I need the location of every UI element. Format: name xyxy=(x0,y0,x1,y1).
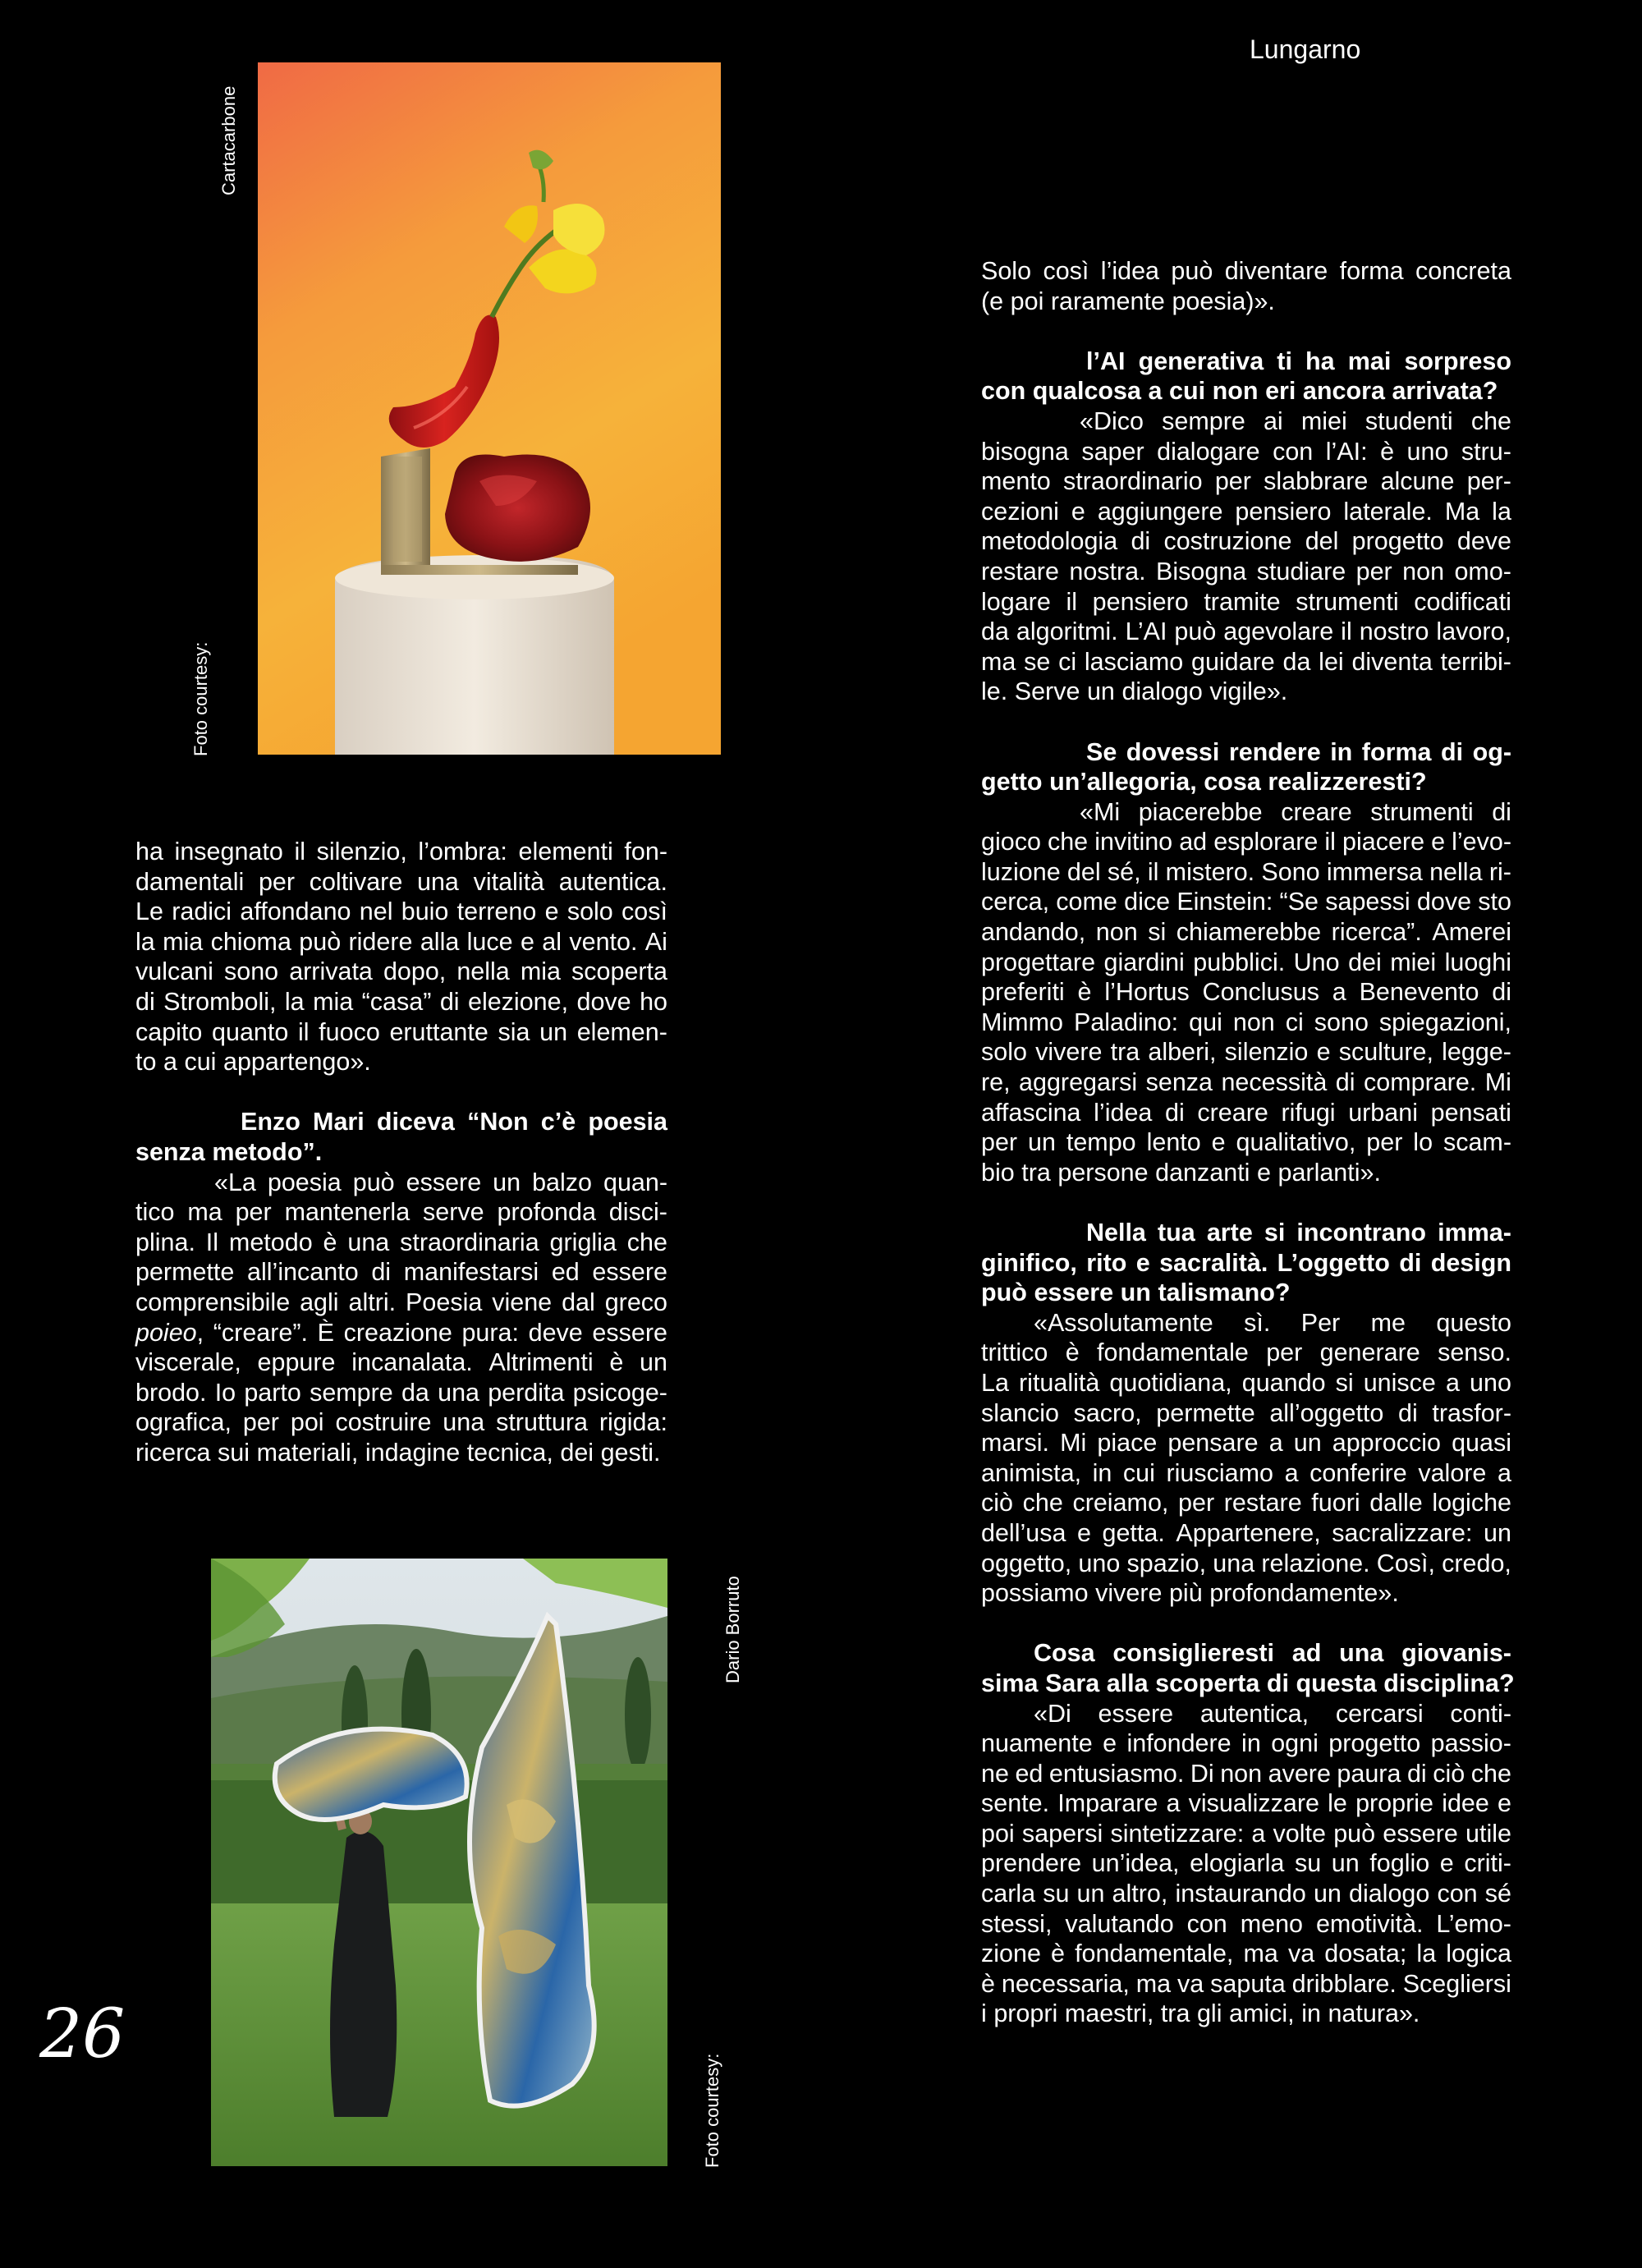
photo-garden xyxy=(211,1559,667,2166)
text-line: sente. Imparare a visualizzare le proprie idee e xyxy=(981,1789,1511,1818)
text-line: «Di essere autentica, cercarsi conti- xyxy=(1034,1699,1511,1728)
text-line: viscerale, eppure incanalata. Altrimenti è un xyxy=(135,1348,667,1377)
question-line: può essere un talismano? xyxy=(981,1279,1291,1307)
right-text-column xyxy=(981,256,1515,2029)
text-line: plina. Il metodo è una straordinaria griglia che xyxy=(135,1228,667,1256)
text-line: Le radici affondano nel buio terreno e solo così xyxy=(135,898,667,926)
text-line: tico ma per mantenerla serve profonda disci- xyxy=(135,1198,667,1227)
text-line: La ritualità quotidiana, quando si unisce a uno xyxy=(981,1368,1511,1397)
question-line: getto un’allegoria, cosa realizzeresti? xyxy=(981,768,1427,797)
text-line: «La poesia può essere un balzo quan- xyxy=(214,1168,667,1196)
question-line: ginifico, rito e sacralità. L’oggetto di design xyxy=(981,1248,1511,1277)
text-line: poieo, “creare”. È creazione pura: deve essere xyxy=(135,1318,667,1347)
text-line: vulcani sono arrivata dopo, nella mia scoperta xyxy=(135,957,667,986)
credit-bottom-name: Dario Borruto xyxy=(722,1576,743,1683)
text-line: metodologia di costruzione del progetto deve xyxy=(981,527,1511,556)
credit-bottom-label: Foto courtesy: xyxy=(702,2053,722,2168)
question-line: Nella tua arte si incontrano imma- xyxy=(1086,1219,1511,1246)
text-line: trittico è fondamentale per generare senso. xyxy=(981,1338,1511,1367)
text-line: poi sapersi sintetizzare: a volte può essere utile xyxy=(981,1819,1511,1848)
question-line: Cosa consiglieresti ad una giovanis- xyxy=(1034,1639,1511,1668)
photo-sculpture xyxy=(258,62,721,755)
question-line: Enzo Mari diceva “Non c’è poesia xyxy=(241,1108,667,1136)
text-line: brodo. Io parto sempre da una perdita psicoge- xyxy=(135,1378,667,1407)
text-line: cezioni e aggiungere pensiero laterale. Ma la xyxy=(981,497,1511,526)
text-line: oggetto, uno spazio, una relazione. Così, credo, xyxy=(981,1549,1511,1577)
text-line: dell’usa e getta. Appartenere, sacralizzare: un xyxy=(981,1518,1511,1547)
text-line: «Mi piacerebbe creare strumenti di xyxy=(1080,797,1511,826)
text-line: possiamo vivere più profondamente». xyxy=(981,1579,1399,1608)
question-line: senza metodo”. xyxy=(135,1137,323,1166)
text-line: Mimmo Paladino: qui non ci sono spiegazioni, xyxy=(981,1008,1511,1036)
left-text-column xyxy=(135,837,667,1467)
question-line: l’AI generativa ti ha mai sorpreso xyxy=(1086,347,1511,375)
text-line: damentali per coltivare una vitalità autentica. xyxy=(135,867,667,896)
question-line: sima Sara alla scoperta di questa disciplina? xyxy=(981,1669,1515,1697)
text-line: zione è fondamentale, ma va dosata; la logica xyxy=(981,1940,1511,1968)
paragraph-gap xyxy=(981,316,1511,347)
text-line: «Dico sempre ai miei studenti che xyxy=(1080,406,1511,435)
text-line: ma se ci lasciamo guidare da lei diventa terribi- xyxy=(981,647,1511,676)
text-line: Solo così l’idea può diventare forma concreta xyxy=(981,257,1511,285)
text-line: capito quanto il fuoco eruttante sia un elemen- xyxy=(135,1017,667,1046)
text-line: re, aggregarsi senza necessità di comprare. Mi xyxy=(981,1068,1511,1097)
text-line: ha insegnato il silenzio, l’ombra: elementi fon- xyxy=(135,838,667,865)
paragraph-gap xyxy=(135,1077,667,1108)
text-line: logare il pensiero tramite strumenti codificati xyxy=(981,587,1511,616)
credit-top-name: Cartacarbone xyxy=(218,85,239,195)
text-line: le. Serve un dialogo vigile». xyxy=(981,677,1288,706)
text-line: la mia chioma può ridere alla luce e al vento. Ai xyxy=(135,927,667,956)
text-line: stessi, valutando con meno emotività. L’emo- xyxy=(981,1909,1511,1938)
text-line: progettare giardini pubblici. Uno dei miei luoghi xyxy=(981,948,1511,976)
text-line: (e poi raramente poesia)». xyxy=(981,287,1275,315)
text-line: affascina l’idea di creare rifugi urbani pensati xyxy=(981,1098,1511,1127)
text-line: ricerca sui materiali, indagine tecnica, dei gesti. xyxy=(135,1438,661,1467)
text-line: carla su un altro, instaurando un dialogo con sé xyxy=(981,1880,1511,1908)
text-line: cerca, come dice Einstein: “Se sapessi dove sto xyxy=(981,888,1511,916)
section-header: Lungarno xyxy=(1250,34,1361,64)
text-line: slancio sacro, permette all’oggetto di trasfor- xyxy=(981,1398,1511,1427)
text-line: animista, in cui riusciamo a conferire valore a xyxy=(981,1458,1511,1487)
text-line: i propri maestri, tra gli amici, in natura». xyxy=(981,1999,1420,2028)
text-line: ografica, per poi costruire una struttura rigida: xyxy=(135,1408,667,1437)
paragraph-gap xyxy=(981,1187,1511,1218)
text-line: solo vivere tra alberi, silenzio e sculture, legge- xyxy=(981,1038,1511,1067)
sculpture-image xyxy=(258,62,721,755)
text-line: ciò che creiamo, per restare fuori dalle logiche xyxy=(981,1489,1511,1517)
text-line: permette all’incanto di manifestarsi ed essere xyxy=(135,1258,667,1287)
garden-image xyxy=(211,1559,667,2166)
text-line: marsi. Mi piace pensare a un approccio quasi xyxy=(981,1429,1511,1458)
paragraph-gap xyxy=(981,1609,1511,1639)
credit-top-label: Foto courtesy: xyxy=(190,641,211,756)
paragraph-gap xyxy=(981,707,1511,737)
text-line: luzione del sé, il mistero. Sono immersa nella ri- xyxy=(981,857,1511,886)
text-line: mento straordinario per slabbrare alcune per- xyxy=(981,467,1511,496)
text-line: prendere un’idea, elogiarla su un foglio e criti- xyxy=(981,1849,1511,1878)
text-line: «Assolutamente sì. Per me questo xyxy=(1034,1308,1511,1337)
page-number: 26 xyxy=(39,1995,126,2073)
text-line: è necessaria, ma va saputa dribblare. Scegliersi xyxy=(981,1969,1511,1998)
text-line: gioco che invitino ad esplorare il piacere e l’evo- xyxy=(981,828,1511,856)
text-line: to a cui appartengo». xyxy=(135,1048,371,1077)
text-line: bio tra persone danzanti e parlanti». xyxy=(981,1158,1381,1187)
text-line: per un tempo lento e qualitativo, per lo scam- xyxy=(981,1128,1511,1157)
text-line: restare nostra. Bisogna studiare per non omo- xyxy=(981,557,1511,585)
text-line: di Stromboli, la mia “casa” di elezione, dove ho xyxy=(135,987,667,1016)
text-line: bisogna saper dialogare con l’AI: è uno stru- xyxy=(981,437,1511,466)
text-line: ne ed entusiasmo. Di non avere paura di ciò che xyxy=(981,1759,1511,1788)
text-line: andando, non si chiamerebbe ricerca”. Amerei xyxy=(981,918,1511,947)
question-line: Se dovessi rendere in forma di og- xyxy=(1086,737,1511,766)
text-line: nuamente e infondere in ogni progetto passio- xyxy=(981,1729,1511,1758)
question-line: con qualcosa a cui non eri ancora arrivata? xyxy=(981,377,1498,406)
text-line: preferiti è l’Hortus Conclusus a Benevento di xyxy=(981,978,1511,1007)
text-line: da algoritmi. L’AI può agevolare il nostro lavoro, xyxy=(981,618,1511,646)
text-line: comprensibile agli altri. Poesia viene dal greco xyxy=(135,1288,667,1316)
